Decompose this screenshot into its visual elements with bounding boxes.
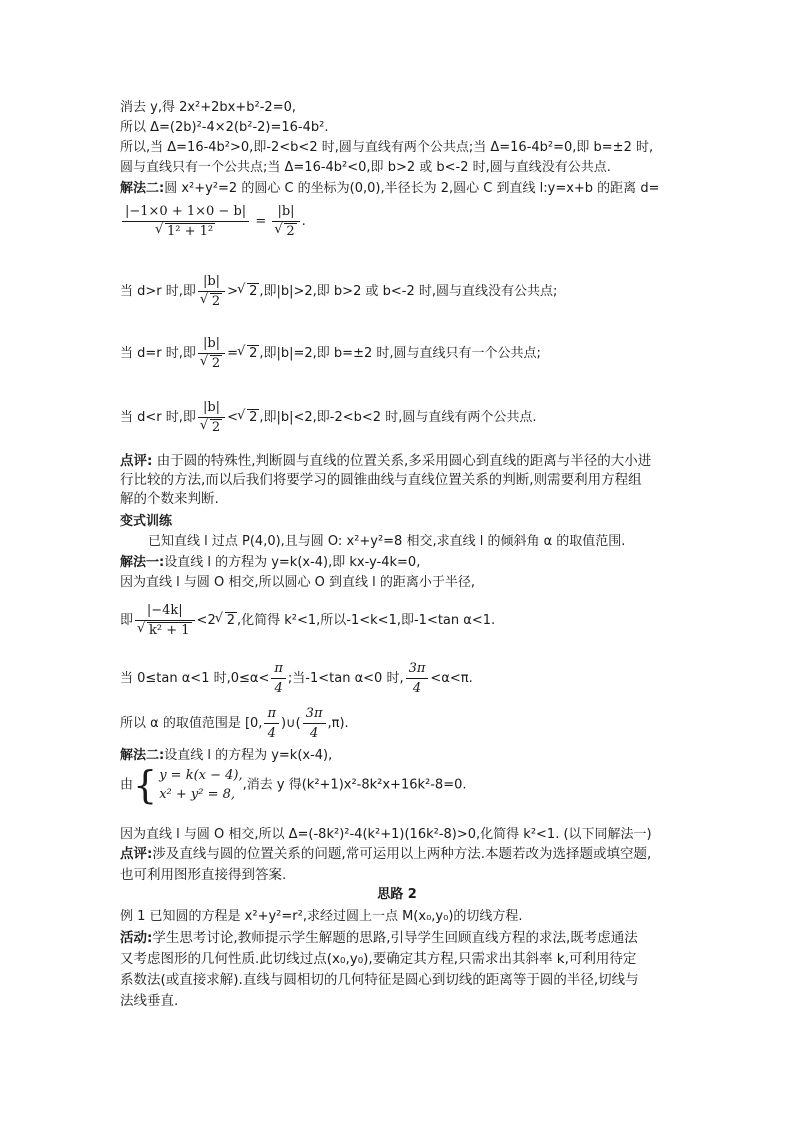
text-span: 学生思考讨论,教师提示学生解题的思路,引导学生回顾直线方程的求法,既考虑通法	[152, 930, 638, 946]
fraction-numerator: |−1×0 + 1×0 − b|	[122, 203, 249, 222]
text-span: ,消去 y 得(k²+1)x²-8k²x+16k²-8=0.	[242, 777, 467, 793]
equation-system-line	[120, 763, 467, 807]
fraction-denominator	[122, 222, 249, 240]
radicand: k² + 1	[149, 623, 190, 638]
section-label: 点评:	[120, 846, 153, 862]
relation: <2	[196, 613, 216, 628]
text-line: 圆与直线只有一个公共点;当 Δ=16-4b²<0,即 b>2 或 b<-2 时,圆与直线没有公共点.	[120, 160, 611, 175]
text-line: 又考虑图形的几何性质.此切线过点(x₀,y₀),要确定其方程,只需求出其斜率 k,可利用待定	[120, 951, 637, 967]
text-span: 设直线 l 的方程为 y=k(x-4),	[164, 748, 333, 763]
text-line: 因为直线 l 与圆 O 相交,所以圆心 O 到直线 l 的距离小于半径,	[120, 575, 476, 590]
period: .	[301, 214, 306, 229]
equation: x² + y² = 8,	[159, 787, 236, 802]
section-label: 解法二:	[120, 748, 165, 763]
text-span: 当 0≤tan α<1 时,0≤α<	[120, 671, 270, 686]
fraction-denominator: 4	[274, 681, 283, 696]
sqrt-symbol	[138, 622, 192, 639]
text-span: ;当-1<tan α<0 时,	[287, 671, 404, 686]
text-span: 圆 x²+y²=2 的圆心 C 的坐标为(0,0),半径长为 2,圆心 C 到直线 l:y=x+b 的距离 d=	[164, 181, 660, 196]
text-span: 涉及直线与圆的位置关系的问题,常可运用以上两种方法.本题若改为选择题或填空题,	[152, 846, 652, 862]
fraction-numerator: π	[264, 705, 279, 724]
fraction	[135, 602, 195, 639]
text-line	[120, 180, 659, 198]
brace-symbol: {	[133, 763, 158, 807]
sqrt-symbol	[216, 612, 237, 630]
equals-sign: =	[255, 214, 267, 229]
radicand: 2	[249, 284, 258, 299]
section-label: 解法一:	[120, 555, 165, 570]
section-label: 解法二:	[120, 181, 165, 196]
inequality-line	[120, 602, 495, 639]
subsection-title: 变式训练	[120, 514, 173, 529]
fraction	[198, 273, 225, 310]
fraction	[198, 335, 225, 372]
text-span: 即	[120, 613, 134, 628]
text-span: ,π).	[327, 716, 349, 731]
radicand: 2	[226, 613, 235, 628]
sqrt-symbol	[238, 345, 259, 363]
text-span: 由于圆的特殊性,判断圆与直线的位置关系,多采用圆心到直线的距离与半径的大小进	[152, 453, 652, 469]
text-line: 解的个数来判断.	[120, 491, 219, 507]
fraction-numerator: |b|	[198, 273, 225, 292]
case-line	[120, 399, 536, 436]
radicand: 2	[211, 294, 221, 309]
text-line	[120, 929, 638, 947]
fraction-numerator: 3π	[406, 660, 429, 679]
text-span: ,即|b|=2,即 b=±2 时,圆与直线只有一个公共点;	[259, 346, 541, 361]
text-span: ,即|b|<2,即-2<b<2 时,圆与直线有两个公共点.	[259, 410, 537, 425]
text-span: 设直线 l 的方程为 y=k(x-4),即 kx-y-4k=0,	[164, 555, 421, 570]
fraction	[303, 705, 326, 742]
text-line: 行比较的方法,而以后我们将要学习的圆锥曲线与直线位置关系的判断,则需要利用方程组	[120, 472, 642, 488]
text-span: 所以 α 的取值范围是 [0,	[120, 716, 263, 731]
fraction	[122, 203, 249, 240]
section-label: 活动:	[120, 930, 153, 946]
radicand: 2	[211, 420, 221, 435]
angle-range-line	[120, 660, 473, 697]
text-span: 当 d<r 时,即	[120, 410, 196, 425]
fraction-denominator: 4	[412, 681, 422, 696]
equation-system	[159, 766, 242, 804]
fraction-denominator	[135, 621, 195, 639]
text-line: 系数法(或直接求解).直线与圆相切的几何特征是圆心到切线的距离等于圆的半径,切线与	[120, 972, 639, 988]
fraction-denominator	[198, 354, 225, 372]
text-span: 当 d=r 时,即	[120, 346, 196, 361]
text-span: )∪(	[281, 716, 301, 731]
text-line: 因为直线 l 与圆 O 相交,所以 Δ=(-8k²)²-4(k²+1)(16k²-8)>0,化简得 k²<1. (以下同解法一)	[120, 827, 652, 842]
text-span: 由	[120, 777, 134, 793]
relation: >	[227, 284, 239, 299]
fraction-denominator	[198, 292, 225, 310]
fraction	[198, 399, 225, 436]
radicand: 1² + 1²	[167, 224, 214, 239]
text-line: 例 1 已知圆的方程是 x²+y²=r²,求经过圆上一点 M(x₀,y₀)的切线方程.	[120, 909, 523, 924]
text-span: ,即|b|>2,即 b>2 或 b<-2 时,圆与直线没有公共点;	[259, 284, 558, 299]
text-line	[120, 452, 651, 470]
fraction	[272, 203, 299, 240]
fraction	[406, 660, 429, 697]
fraction-denominator: 4	[309, 726, 319, 741]
text-span: 当 d>r 时,即	[120, 284, 196, 299]
radicand: 2	[249, 346, 258, 361]
text-line: 所以,当 Δ=16-4b²>0,即-2<b<2 时,圆与直线有两个公共点;当 Δ=16-4b²=0,即 b=±2 时,	[120, 140, 654, 155]
fraction	[264, 705, 279, 742]
text-line	[120, 554, 420, 572]
angle-range-line	[120, 705, 349, 742]
text-line: 也可利用图形直接得到答案.	[120, 867, 287, 883]
section-label: 点评:	[120, 453, 153, 469]
sqrt-symbol	[156, 223, 215, 240]
fraction-numerator: |b|	[198, 335, 225, 354]
equation: y = k(x − 4),	[159, 768, 243, 783]
case-line	[120, 273, 557, 310]
fraction-numerator: |b|	[272, 203, 299, 222]
text-line: 消去 y,得 2x²+2bx+b²-2=0,	[120, 100, 296, 115]
text-line: 已知直线 l 过点 P(4,0),且与圆 O: x²+y²=8 相交,求直线 l 的倾斜角 α 的取值范围.	[148, 534, 626, 549]
text-line	[120, 845, 651, 863]
radicand: 2	[286, 224, 295, 239]
fraction-numerator: |−4k|	[135, 602, 195, 621]
text-line: 所以 Δ=(2b)²-4×2(b²-2)=16-4b².	[120, 120, 329, 135]
fraction-denominator	[272, 222, 299, 240]
sqrt-symbol	[201, 355, 222, 372]
case-line	[120, 335, 541, 372]
radicand: 2	[211, 356, 221, 371]
relation: =	[227, 346, 239, 361]
section-heading: 思路 2	[377, 887, 417, 902]
sqrt-symbol	[238, 409, 259, 427]
fraction-numerator: π	[271, 660, 286, 679]
sqrt-symbol	[275, 223, 296, 240]
sqrt-symbol	[201, 419, 222, 436]
relation: <	[227, 410, 239, 425]
sqrt-symbol	[201, 293, 222, 310]
text-line: 法线垂直.	[120, 993, 179, 1009]
fraction-denominator: 4	[267, 726, 276, 741]
radicand: 2	[249, 410, 258, 425]
text-span: ,化简得 k²<1,所以-1<k<1,即-1<tan α<1.	[237, 613, 496, 628]
sqrt-symbol	[238, 283, 259, 301]
fraction-denominator	[198, 418, 225, 436]
fraction-numerator: 3π	[303, 705, 326, 724]
distance-formula	[120, 203, 306, 240]
fraction	[271, 660, 286, 697]
fraction-numerator: |b|	[198, 399, 225, 418]
text-span: <α<π.	[430, 671, 473, 686]
